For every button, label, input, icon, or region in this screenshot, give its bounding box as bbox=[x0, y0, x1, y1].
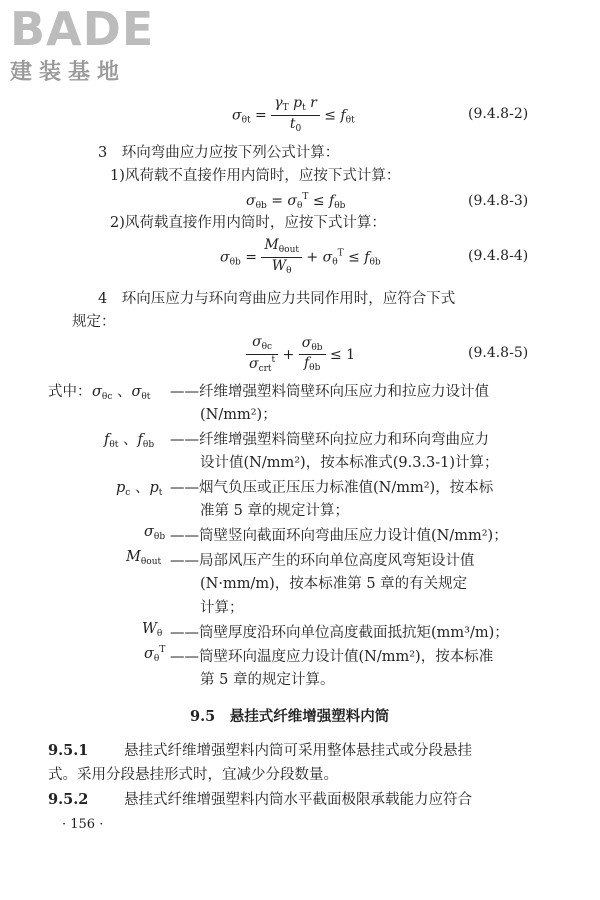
item-4-line-2: 规定： bbox=[72, 314, 116, 330]
symbol-p-c-t: $p_c$ 、$p_t$ bbox=[116, 480, 163, 498]
equation-9-4-8-2: $\sigma_{\theta t}$ = $\frac{\gamma_T p_t r}{t_0}$ ≤ $f_{\theta t}$ bbox=[232, 95, 355, 134]
equation-number-5: (9.4.8-5) bbox=[468, 345, 529, 361]
symbol-f-t-b: $f_{\theta t}$ 、$f_{\theta b}$ bbox=[104, 432, 155, 450]
clause-9-5-2-number: 9.5.2 bbox=[48, 791, 89, 808]
clause-9-5-1-number: 9.5.1 bbox=[48, 742, 89, 759]
symbol-m-out: $M_{\theta out}$ bbox=[126, 549, 162, 567]
definition-2: ——纤维增强塑料筒壁环向拉应力和环向弯曲应力 bbox=[170, 432, 489, 448]
clause-9-5-1-line-2: 式。采用分段悬挂形式时，宜减少分段数量。 bbox=[48, 767, 338, 783]
symbol-w: $W_\theta$ bbox=[142, 621, 163, 639]
item-3-sub-2: 2)风荷载直接作用内筒时，应按下式计算： bbox=[110, 215, 386, 231]
logo-mark: BADE bbox=[10, 2, 155, 56]
equation-number-4: (9.4.8-4) bbox=[468, 248, 529, 264]
clause-9-5-1-line-1: 悬挂式纤维增强塑料内筒可采用整体悬挂式或分段悬挂 bbox=[124, 743, 472, 759]
definition-7: ——筒壁环向温度应力设计值(N/mm²)，按本标准 bbox=[170, 649, 494, 665]
equation-9-4-8-4: $\sigma_{\theta b}$ = $\frac{M_{\theta out}}{W_\theta}$ + $\sigma_\theta^T \le f_{\theta b}$ bbox=[220, 237, 381, 276]
definition-5-cont: (N·mm/m)，按本标准第 5 章的有关规定 bbox=[200, 576, 468, 592]
equation-9-4-8-5: $\frac{\sigma_{\theta c}}{\sigma_{crt}^t}$ + $\frac{\sigma_{\theta b}}{f_{\theta b}}$ ≤ 1 bbox=[246, 335, 355, 375]
definition-1: ——纤维增强塑料筒壁环向压应力和拉应力设计值 bbox=[170, 384, 489, 400]
definition-1-cont: (N/mm²)； bbox=[200, 407, 277, 423]
page-number: · 156 · bbox=[62, 817, 104, 832]
definition-3-cont: 准第 5 章的规定计算； bbox=[200, 503, 349, 519]
definition-2-cont: 设计值(N/mm²)，按本标准式(9.3.3-1)计算； bbox=[200, 455, 499, 471]
equation-9-4-8-3: $\sigma_{\theta b} = \sigma_\theta^T \le f_{\theta b}$ bbox=[246, 192, 346, 211]
definition-7-cont: 第 5 章的规定计算。 bbox=[200, 672, 335, 688]
equation-number-2: (9.4.8-2) bbox=[468, 106, 529, 122]
definition-4: ——筒壁竖向截面环向弯曲压应力设计值(N/mm²)； bbox=[170, 528, 508, 544]
definition-3: ——烟气负压或正压压力标准值(N/mm²)，按本标 bbox=[170, 480, 494, 496]
logo-subtitle: 建装基地 bbox=[10, 60, 127, 85]
clause-9-5-2-line-1: 悬挂式纤维增强塑料内筒水平截面极限承载能力应符合 bbox=[124, 792, 472, 808]
symbol-sigma-t: $\sigma_\theta^T$ bbox=[144, 645, 166, 664]
equation-number-3: (9.4.8-3) bbox=[468, 193, 529, 209]
definition-5: ——局部风压产生的环向单位高度风弯矩设计值 bbox=[170, 553, 475, 569]
symbol-sigma-b: $\sigma_{\theta b}$ bbox=[144, 524, 166, 542]
symbol-sigma-c-t: $\sigma_{\theta c}$ 、$\sigma_{\theta t}$ bbox=[92, 384, 151, 402]
item-3-sub-1: 1)风荷载不直接作用内筒时，应按下式计算： bbox=[110, 168, 401, 184]
section-title: 9.5 悬挂式纤维增强塑料内筒 bbox=[190, 708, 390, 725]
definition-5-cont-2: 计算； bbox=[200, 600, 244, 616]
item-3: 3 环向弯曲应力应按下列公式计算： bbox=[98, 145, 340, 161]
item-4-line-1: 4 环向压应力与环向弯曲应力共同作用时，应符合下式 bbox=[98, 291, 456, 307]
definitions-intro: 式中： bbox=[48, 384, 92, 400]
logo bbox=[10, 2, 155, 86]
definition-6: ——筒壁厚度沿环向单位高度截面抵抗矩(mm³/m)； bbox=[170, 625, 509, 641]
